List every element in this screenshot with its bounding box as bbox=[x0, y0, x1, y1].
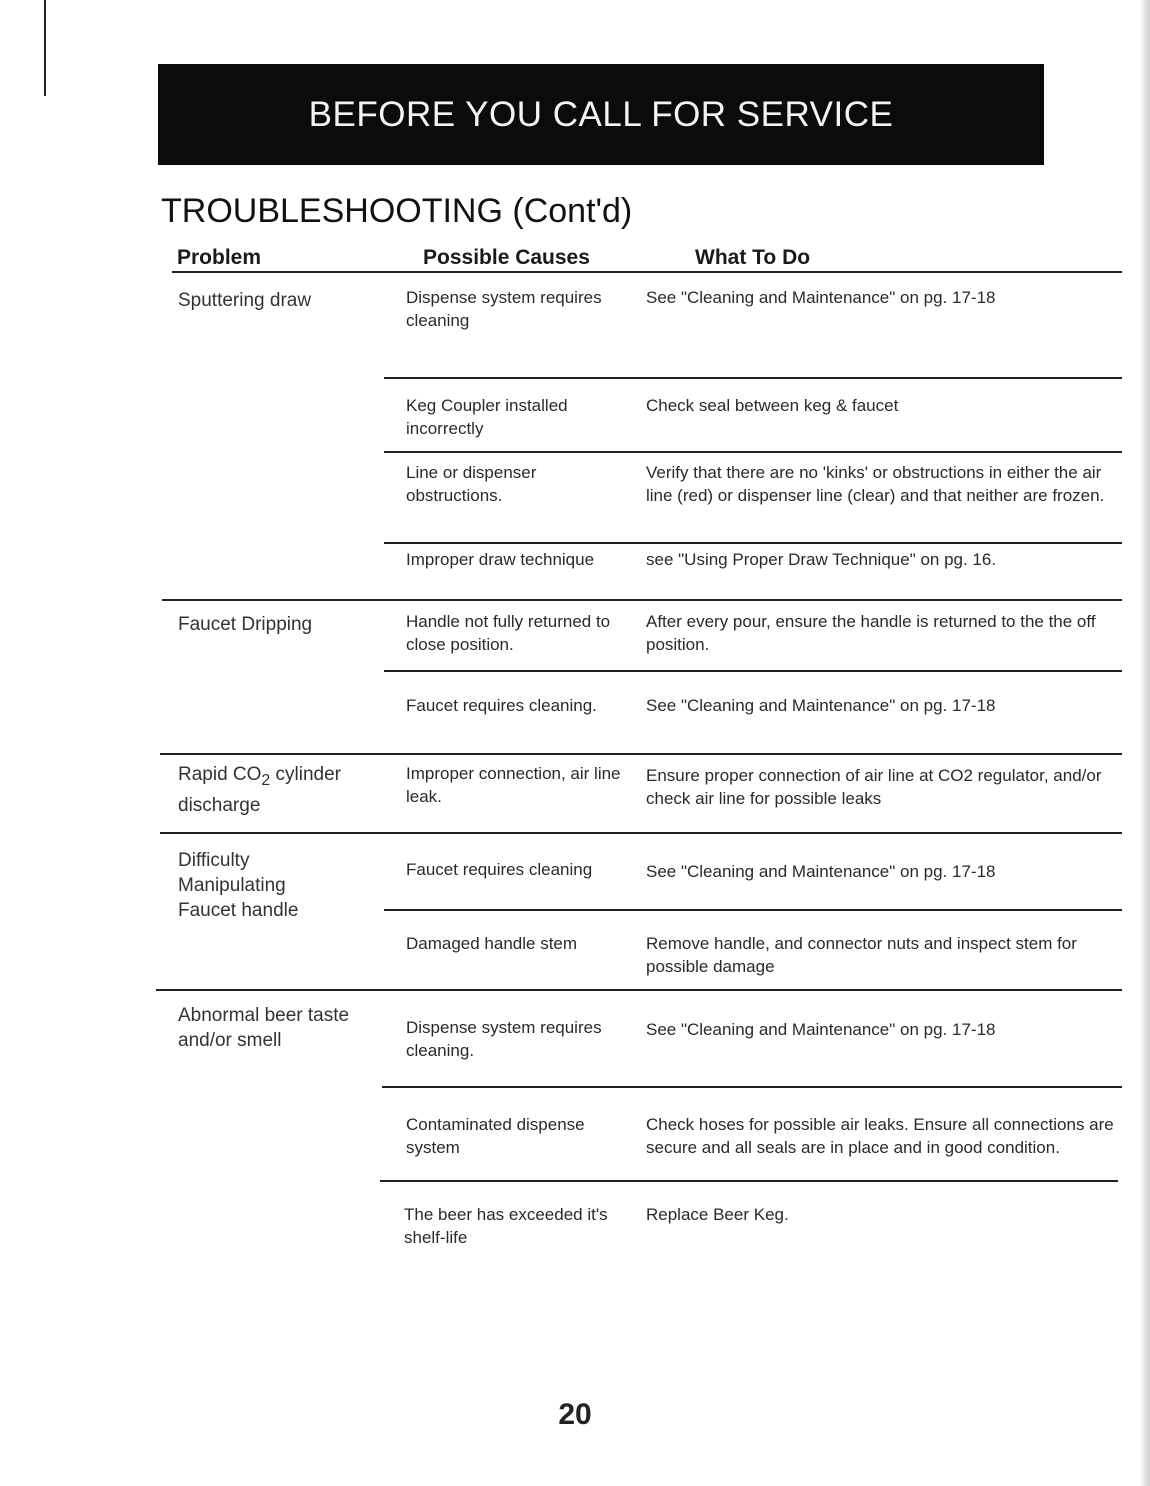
action-cell: Ensure proper connection of air line at CO2 regulator, and/or check air line for possible leaks bbox=[646, 766, 1102, 808]
row-divider bbox=[384, 377, 1122, 379]
cause-cell: Line or dispenser obstructions. bbox=[406, 463, 537, 505]
row-divider bbox=[384, 451, 1122, 453]
action-cell: See "Cleaning and Maintenance" on pg. 17-18 bbox=[646, 862, 996, 881]
cause-cell: Dispense system requires cleaning bbox=[406, 288, 602, 330]
row-divider bbox=[384, 670, 1122, 672]
problem-difficulty-manipulating-handle: Difficulty Manipulating Faucet handle bbox=[178, 850, 299, 921]
problem-sputtering-draw: Sputtering draw bbox=[178, 290, 312, 311]
row-divider bbox=[384, 909, 1122, 911]
row-divider bbox=[384, 542, 1122, 544]
problem-rapid-co2-discharge: Rapid $CO_2$ cylinder discharge bbox=[178, 764, 341, 816]
cause-cell: Improper connection, air line leak. bbox=[406, 764, 621, 806]
action-cell: After every pour, ensure the handle is returned to the the off position. bbox=[646, 612, 1096, 654]
cause-cell: Contaminated dispense system bbox=[406, 1115, 585, 1157]
cause-cell: Keg Coupler installed incorrectly bbox=[406, 396, 568, 438]
action-cell: See "Cleaning and Maintenance" on pg. 17-18 bbox=[646, 1020, 996, 1039]
header-possible-causes: Possible Causes bbox=[423, 246, 590, 269]
problem-abnormal-beer-taste: Abnormal beer taste and/or smell bbox=[178, 1005, 350, 1051]
cause-cell: Dispense system requires cleaning. bbox=[406, 1018, 602, 1060]
cause-cell: Improper draw technique bbox=[406, 550, 595, 569]
section-title: TROUBLESHOOTING (Cont'd) bbox=[161, 192, 633, 230]
cause-cell: Faucet requires cleaning. bbox=[406, 696, 597, 715]
cause-cell: Handle not fully returned to close position. bbox=[406, 612, 611, 654]
action-cell: Replace Beer Keg. bbox=[646, 1205, 789, 1224]
page-number: 20 bbox=[558, 1398, 592, 1431]
cause-cell: The beer has exceeded it's shelf-life bbox=[404, 1205, 608, 1247]
action-cell: see "Using Proper Draw Technique" on pg. 16. bbox=[646, 550, 997, 569]
action-cell: Check hoses for possible air leaks. Ensure all connections are secure and all seals are in place and in good condition. bbox=[646, 1115, 1114, 1157]
group-divider bbox=[160, 753, 1122, 755]
header-problem: Problem bbox=[177, 246, 262, 269]
action-cell: See "Cleaning and Maintenance" on pg. 17-18 bbox=[646, 288, 996, 307]
problem-faucet-dripping: Faucet Dripping bbox=[178, 614, 313, 635]
group-divider bbox=[162, 599, 1122, 601]
service-banner: BEFORE YOU CALL FOR SERVICE bbox=[158, 64, 1044, 165]
cause-cell: Faucet requires cleaning bbox=[406, 860, 593, 879]
group-divider bbox=[160, 832, 1122, 834]
header-what-to-do: What To Do bbox=[695, 246, 811, 269]
group-divider bbox=[156, 989, 1122, 991]
cause-cell: Damaged handle stem bbox=[406, 934, 578, 953]
action-cell: Verify that there are no 'kinks' or obstructions in either the air line (red) or dispenser line (clear) and that neither are frozen. bbox=[646, 463, 1105, 505]
row-divider bbox=[380, 1180, 1118, 1182]
page-edge-shadow bbox=[1140, 0, 1150, 1486]
scan-margin-mark bbox=[44, 0, 46, 96]
header-rule bbox=[172, 271, 1122, 273]
action-cell: See "Cleaning and Maintenance" on pg. 17-18 bbox=[646, 696, 996, 715]
action-cell: Remove handle, and connector nuts and inspect stem for possible damage bbox=[646, 934, 1077, 976]
action-cell: Check seal between keg & faucet bbox=[646, 396, 899, 415]
row-divider bbox=[382, 1086, 1122, 1088]
